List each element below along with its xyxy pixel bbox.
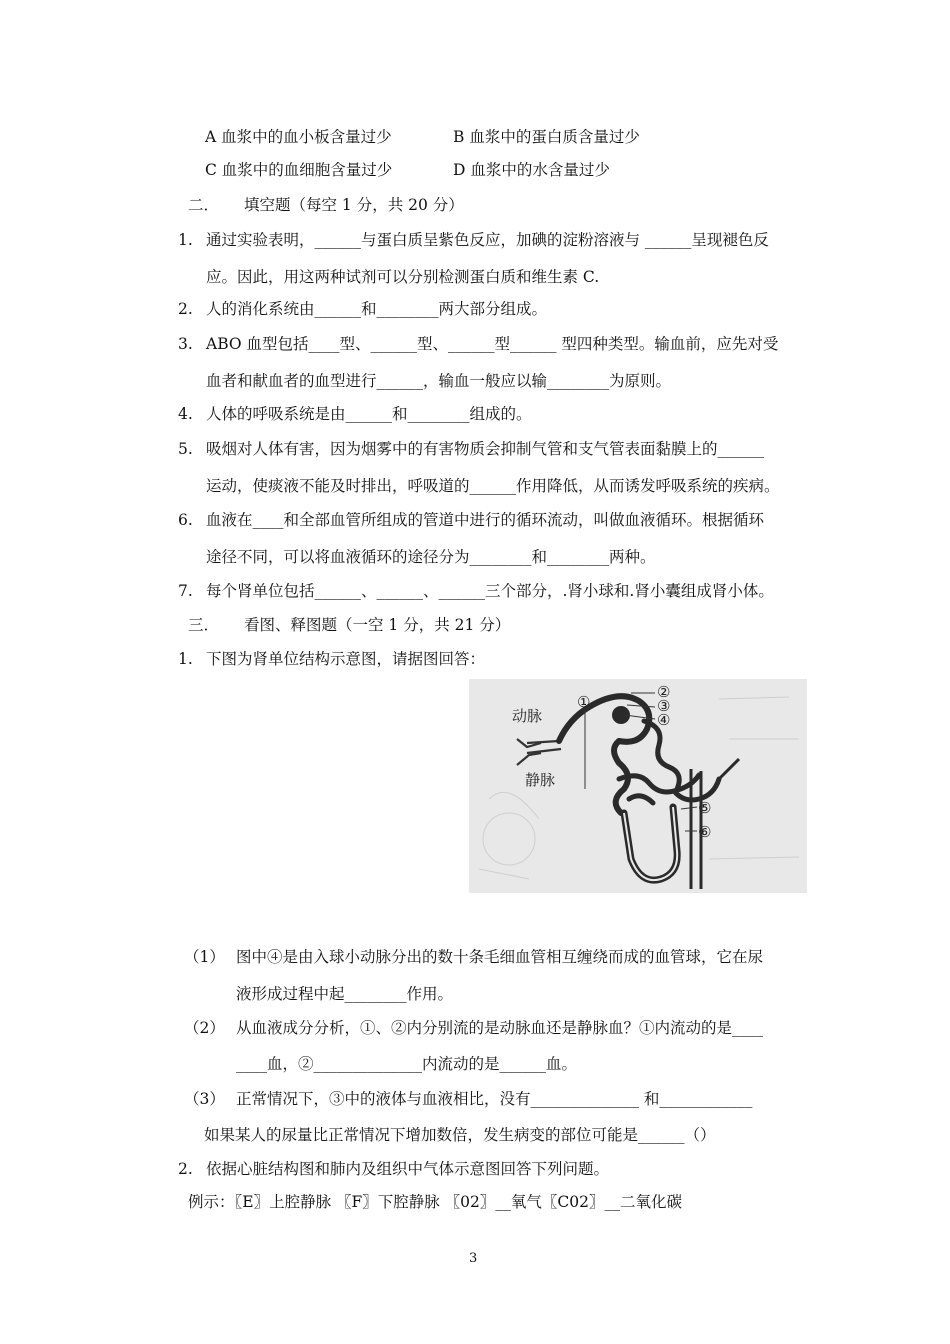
fill-q5-number: 5. — [178, 440, 193, 458]
option-b: B 血浆中的蛋白质含量过少 — [453, 128, 640, 146]
fill-q7-number: 7. — [178, 582, 193, 600]
fill-q5-line2: 运动，使痰液不能及时排出，呼吸道的______作用降低，从而诱发呼吸系统的疾病。 — [206, 477, 780, 495]
q1-number: 1. — [178, 650, 193, 668]
sub-q3-line1: 正常情况下，③中的液体与血液相比，没有______________ 和____________ — [236, 1090, 753, 1108]
fill-q7-line1: 每个肾单位包括______、______、______三个部分，.肾小球和.肾小囊组成肾小体。 — [206, 582, 774, 600]
page-number: 3 — [469, 1251, 478, 1266]
fill-q3-line1: ABO 血型包括____型、______型、______型______ 型四种类型。输血前，应先对受 — [206, 335, 779, 353]
sub-q2-line2: ____血，②______________内流动的是______血。 — [236, 1055, 578, 1073]
fill-q1-line1: 通过实验表明，______与蛋白质呈紫色反应，加碘的淀粉溶液与 ______呈现褪色反 — [206, 231, 769, 249]
fill-q3-number: 3. — [178, 335, 193, 353]
fill-q6-number: 6. — [178, 511, 193, 529]
sub-q2-line1: 从血液成分分析，①、②内分别流的是动脉血还是静脉血？①内流动的是____ — [236, 1019, 764, 1037]
sub-q1-line1: 图中④是由入球小动脉分出的数十条毛细血管相互缠绕而成的血管球，它在尿 — [236, 948, 764, 966]
nephron-diagram — [469, 679, 807, 893]
figure-label-vein: 静脉 — [525, 772, 556, 789]
fill-q1-number: 1. — [178, 231, 193, 249]
option-a: A 血浆中的血小板含量过少 — [205, 128, 392, 146]
option-d: D 血浆中的水含量过少 — [453, 161, 610, 179]
sub-q2-number: （2） — [184, 1019, 225, 1037]
figure-marker-5: ⑤ — [698, 800, 712, 817]
fill-q4-number: 4. — [178, 405, 193, 423]
q2-text: 依据心脏结构图和肺内及组织中气体示意图回答下列问题。 — [206, 1160, 610, 1178]
section3-title: 看图、释图题（一空 1 分，共 21 分） — [244, 616, 511, 634]
q2-example: 例示：〖E〗上腔静脉 〖F〗下腔静脉 〖02〗__氧气〖C02〗__二氧化碳 — [188, 1193, 682, 1211]
figure-marker-6: ⑥ — [698, 824, 712, 841]
figure-marker-1: ① — [577, 694, 591, 711]
q1-text: 下图为肾单位结构示意图，请据图回答： — [206, 650, 486, 668]
section2-title: 填空题（每空 1 分，共 20 分） — [244, 196, 464, 214]
option-c: C 血浆中的血细胞含量过少 — [205, 161, 393, 179]
fill-q6-line1: 血液在____和全部血管所组成的管道中进行的循环流动，叫做血液循环。根据循环 — [206, 511, 765, 529]
sub-q1-line2: 液形成过程中起________作用。 — [236, 985, 454, 1003]
fill-q5-line1: 吸烟对人体有害，因为烟雾中的有害物质会抑制气管和支气管表面黏膜上的______ — [206, 440, 765, 458]
sub-q3-line2: 如果某人的尿量比正常情况下增加数倍，发生病变的部位可能是______（） — [204, 1126, 716, 1144]
fill-q2-number: 2. — [178, 300, 193, 318]
sub-q1-number: （1） — [184, 948, 225, 966]
section3-number: 三． — [188, 616, 220, 634]
figure-marker-3: ③ — [657, 698, 671, 715]
figure-label-artery: 动脉 — [512, 708, 543, 725]
fill-q4-line1: 人体的呼吸系统是由______和________组成的。 — [206, 405, 532, 423]
fill-q6-line2: 途径不同，可以将血液循环的途径分为________和________两种。 — [206, 548, 656, 566]
fill-q3-line2: 血者和献血者的血型进行______，输血一般应以输________为原则。 — [206, 372, 672, 390]
section2-number: 二． — [188, 196, 220, 214]
fill-q1-line2: 应。因此，用这两种试剂可以分别检测蛋白质和维生素 C. — [206, 268, 600, 286]
figure-marker-2: ② — [657, 684, 671, 701]
q2-number: 2. — [178, 1160, 193, 1178]
fill-q2-line1: 人的消化系统由______和________两大部分组成。 — [206, 300, 548, 318]
figure-marker-4: ④ — [657, 712, 671, 729]
sub-q3-number: （3） — [184, 1090, 225, 1108]
